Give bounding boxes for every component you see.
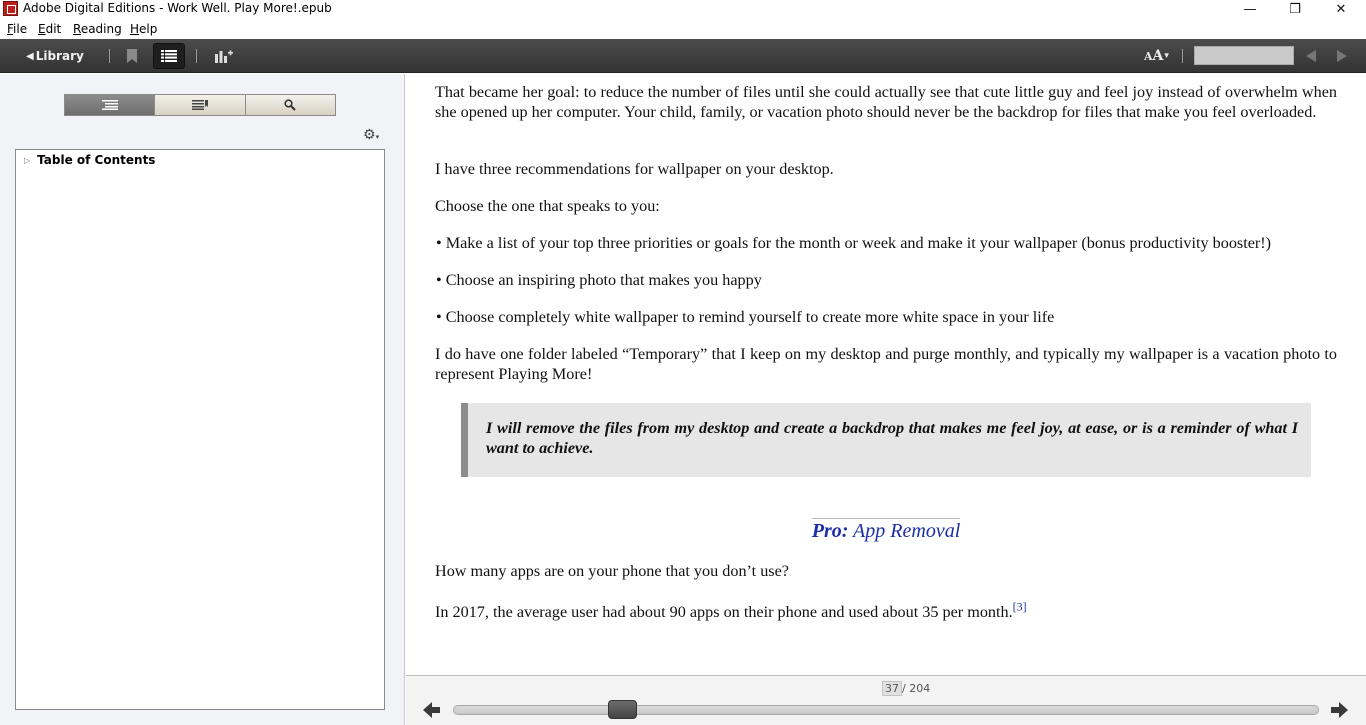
toolbar-divider (109, 49, 110, 63)
tab-search[interactable] (246, 95, 335, 115)
minimize-button[interactable]: — (1243, 2, 1257, 17)
panel-options-button[interactable]: ⚙▾ (363, 127, 380, 143)
toc-icon (102, 100, 118, 110)
font-size-button[interactable]: A A ▾ (1144, 48, 1169, 64)
section-heading (435, 518, 1337, 543)
title-bar (0, 0, 1366, 19)
window-title: Adobe Digital Editions - Work Well. Play More!.epub (23, 1, 332, 15)
menu-edit[interactable]: Edit (38, 22, 62, 36)
toolbar-divider (1182, 49, 1183, 63)
bookmark-button[interactable] (123, 47, 141, 65)
bookmark-icon (127, 49, 137, 63)
menu-help[interactable]: Help (130, 22, 158, 36)
table-of-contents-tree (15, 149, 385, 710)
navigation-panel (0, 74, 405, 725)
maximize-button[interactable]: ❐ (1289, 2, 1301, 17)
library-label: Library (35, 49, 84, 63)
bullet-item: • Choose an inspiring photo that makes you happy (436, 271, 762, 289)
page-slider-track[interactable] (453, 705, 1319, 715)
paragraph: That became her goal: to reduce the number of files until she could actually see that cute little guy and feel joy instead of overwhelm when she opened up her computer. Your child, family, or vacation photo should never be the backdrop for files that make you feel overloaded. (435, 83, 1337, 121)
footnote-link[interactable]: [3] (1012, 599, 1027, 614)
tab-bookmarks[interactable] (155, 95, 245, 115)
paragraph: How many apps are on your phone that you don’t use? (435, 562, 789, 580)
list-icon (161, 50, 177, 62)
previous-page-button[interactable] (422, 700, 442, 720)
next-page-button[interactable] (1329, 700, 1349, 720)
menu-bar (0, 19, 1366, 39)
bullet-item: • Make a list of your top three priorities or goals for the month or week and make it your wallpaper (bonus productivity booster!) (436, 234, 1272, 252)
toolbar-divider (196, 49, 197, 63)
toc-root-item[interactable] (24, 153, 155, 167)
page-slider-thumb[interactable] (608, 700, 637, 719)
callout-text: I will remove the files from my desktop and create a backdrop that makes me feel joy, at ease, or is a reminder of what I want to achieve. (486, 419, 1298, 457)
heading-title: App Removal (848, 520, 961, 542)
expand-triangle-icon[interactable]: ▷ (24, 155, 31, 165)
search-icon (284, 99, 296, 111)
close-button[interactable]: ✕ (1335, 2, 1347, 17)
arrow-left-icon (422, 700, 442, 720)
menu-reading[interactable]: Reading (73, 22, 122, 36)
triangle-left-icon (1306, 50, 1316, 62)
callout-box (461, 403, 1311, 477)
menu-file[interactable]: File (7, 22, 28, 36)
arrow-right-icon (1329, 700, 1349, 720)
tab-table-of-contents[interactable] (65, 95, 155, 115)
paragraph: In 2017, the average user had about 90 apps on their phone and used about 35 per month.[3] (435, 599, 1027, 621)
total-pages: / 204 (902, 682, 931, 695)
previous-result-button[interactable] (1302, 47, 1320, 65)
page-indicator (882, 681, 930, 696)
panel-view-switcher (64, 94, 336, 116)
next-result-button[interactable] (1333, 47, 1351, 65)
toc-root-label: Table of Contents (37, 153, 156, 167)
toc-view-button[interactable] (153, 43, 185, 69)
current-page-field[interactable]: 37 (882, 681, 902, 696)
reading-pane (406, 74, 1366, 675)
bar-chart-plus-icon (215, 49, 233, 63)
back-arrow-icon: ◀ (26, 50, 34, 62)
annotations-icon (192, 100, 208, 110)
reader-toolbar (0, 39, 1366, 73)
bullet-item: • Choose completely white wallpaper to remind yourself to create more white space in your life (436, 308, 1055, 326)
heading-label: Pro: (811, 520, 849, 542)
add-to-collection-button[interactable] (212, 46, 236, 66)
paragraph: I have three recommendations for wallpaper on your desktop. (435, 160, 834, 178)
paragraph: Choose the one that speaks to you: (435, 197, 660, 215)
triangle-right-icon (1337, 50, 1347, 62)
gear-icon: ⚙ (363, 127, 376, 143)
page-navigation-bar (406, 675, 1366, 725)
paragraph: I do have one folder labeled “Temporary” that I keep on my desktop and purge monthly, and typically my wallpaper is a vacation photo to represent Playing More! (435, 345, 1337, 383)
adobe-digital-editions-icon (3, 1, 18, 16)
library-button[interactable] (26, 46, 84, 66)
search-input[interactable] (1194, 46, 1294, 65)
